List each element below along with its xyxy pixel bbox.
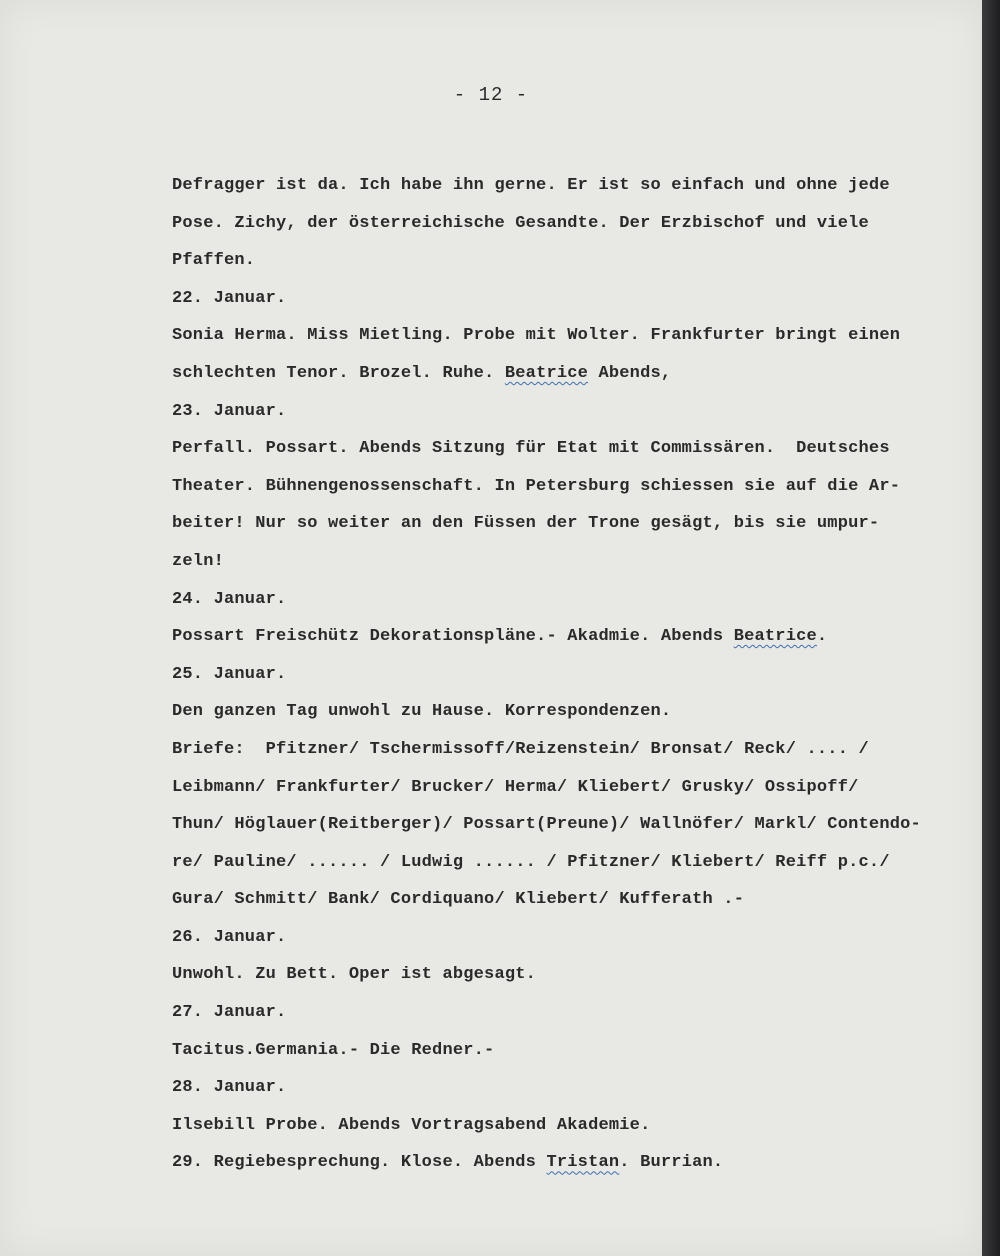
text-line: Briefe: Pfitzner/ Tschermissoff/Reizenstein/ Bronsat/ Reck/ .... / <box>172 739 869 759</box>
text-line: Unwohl. Zu Bett. Oper ist abgesagt. <box>172 965 537 985</box>
text-line: 29. Regiebesprechung. Klose. Abends Tristan. Burrian. <box>172 1153 724 1173</box>
page-number: - 12 - <box>453 84 529 106</box>
date-heading: 24. Januar. <box>172 589 287 609</box>
text-line: Gura/ Schmitt/ Bank/ Cordiquano/ Kliebert/ Kufferath .- <box>172 890 745 910</box>
page-edge-shadow <box>982 0 1000 1256</box>
text-line: re/ Pauline/ ...... / Ludwig ...... / Pfitzner/ Kliebert/ Reiff p.c./ <box>172 852 890 872</box>
typed-text-body <box>172 172 972 1187</box>
text-line: schlechten Tenor. Brozel. Ruhe. Beatrice Abends, <box>172 363 672 383</box>
text-line: zeln! <box>172 551 225 571</box>
date-heading: 22. Januar. <box>172 288 287 308</box>
text-line: beiter! Nur so weiter an den Füssen der Trone gesägt, bis sie umpur- <box>172 514 880 534</box>
text-line: Tacitus.Germania.- Die Redner.- <box>172 1040 495 1060</box>
text-line: Sonia Herma. Miss Mietling. Probe mit Wolter. Frankfurter bringt einen <box>172 326 901 346</box>
text-line: Possart Freischütz Dekorationspläne.- Akadmie. Abends Beatrice. <box>172 627 828 647</box>
text-line: Ilsebill Probe. Abends Vortragsabend Akademie. <box>172 1115 651 1135</box>
text-line: Den ganzen Tag unwohl zu Hause. Korrespondenzen. <box>172 702 672 722</box>
date-heading: 26. Januar. <box>172 927 287 947</box>
date-heading: 28. Januar. <box>172 1078 287 1098</box>
text-line: Thun/ Höglauer(Reitberger)/ Possart(Preune)/ Wallnöfer/ Markl/ Contendo- <box>172 815 921 835</box>
underlined-title: Beatrice <box>733 627 817 647</box>
text-line: Leibmann/ Frankfurter/ Brucker/ Herma/ Kliebert/ Grusky/ Ossipoff/ <box>172 777 859 797</box>
underlined-title: Beatrice <box>504 363 589 383</box>
underlined-title: Tristan <box>546 1153 620 1173</box>
text-line: Pose. Zichy, der österreichische Gesandte. Der Erzbischof und viele <box>172 213 869 233</box>
text-line: Perfall. Possart. Abends Sitzung für Etat mit Commissären. Deutsches <box>172 439 890 459</box>
text-line: Pfaffen. <box>172 251 256 271</box>
date-heading: 23. Januar. <box>172 401 287 421</box>
date-heading: 25. Januar. <box>172 664 287 684</box>
date-heading: 27. Januar. <box>172 1003 287 1023</box>
text-line: Theater. Bühnengenossenschaft. In Petersburg schiessen sie auf die Ar- <box>172 476 901 496</box>
text-line: Defragger ist da. Ich habe ihn gerne. Er ist so einfach und ohne jede <box>172 176 890 195</box>
